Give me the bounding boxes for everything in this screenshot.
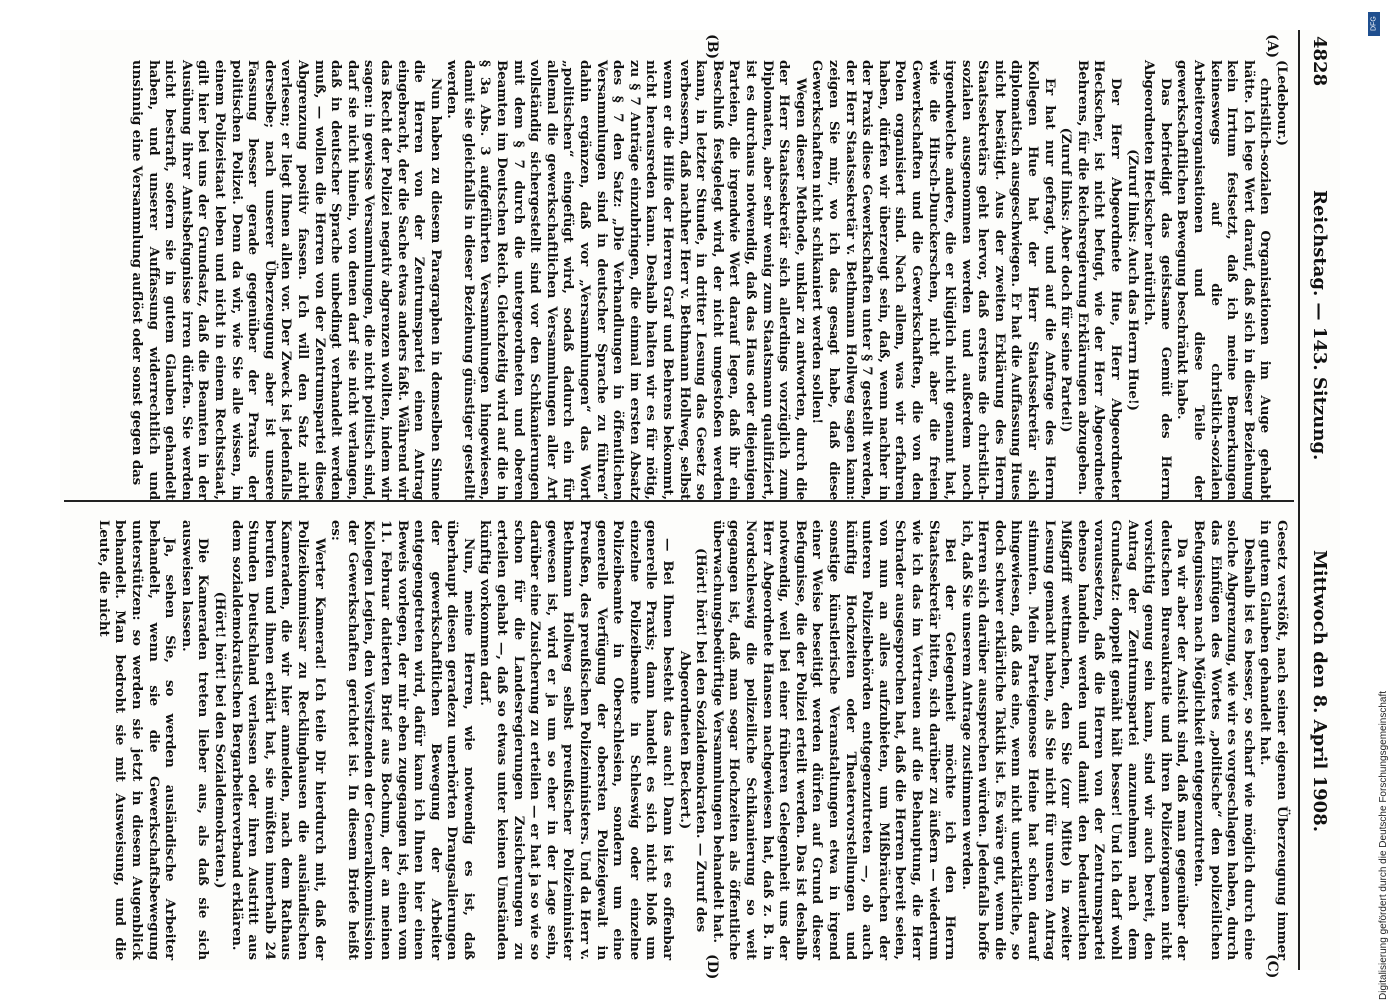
newspaper-page xyxy=(60,30,1340,980)
paragraph: Bei der Gelegenheit möchte ich den Herrn Staatssekretär bitten, sich darüber zu äußern — wiederum wie ich das im Vertrauen auf die Behauptung, die Herr Schrader ausgesprochen hat, daß die Herren bereit seien, von nun an alles aufzubieten, um Mißbräuchen der unteren Polizeibehörden entgegenzutreten —, ob auch künftig Hochzeiten oder Theatervorstellungen und sonstige künstlerische Veranstaltungen etwa in irgend einer Weise beseitigt werden dürfen auf Grund dieser Befugnisse, die der Polizei erteilt werden. Das ist deshalb notwendig, weil bei einer früheren Gelegenheit uns der Herr Abgeordnete Hansen nachgewiesen hat, daß z. B. in Nordschleswig die polizeiliche Schikanierung so weit gegangen ist, daß man sogar Hochzeiten als öffentliche überwachungsbedürftige Versammlungen behandelt hat. xyxy=(709,520,959,960)
page-number: 4828 xyxy=(1309,36,1330,87)
paragraph: Da wir aber der Ansicht sind, daß man gegenüber der deutschen Bureaukratie und ihren Polizeiorganen nicht vorsichtig genug sein kann, sind wir auch bereit, den Antrag der Zentrumspartei anzunehmen nach dem Grundsatz: doppelt genäht hält besser! Und ich darf wohl voraussetzen, daß die Herren von der Zentrumspartei ebenso handeln werden und damit den bedauerlichen Mißgriff wettmachen, den Sie (zur Mitte) in zweiter Lesung gemacht haben, als Sie nicht für unseren Antrag stimmten. Mein Parteigenosse Heine hat schon darauf hingewiesen, daß das eine, wenn nicht unerklärliche, so doch schwer erklärliche Taktik ist. Es wäre gut, wenn die Herren sich darüber aussprechen würden. Jedenfalls hoffe ich, daß Sie unserem Antrage zustimmen werden. xyxy=(958,520,1191,960)
digitization-credit xyxy=(1362,10,1389,1000)
speaker-tag: (Ledebour.) xyxy=(1274,60,1290,146)
header-title-left: Reichstag. — 143. Sitzung. xyxy=(1309,190,1330,461)
credit-text: Digitalisierung gefördert durch die Deutsche Forschungsgemeinschaft xyxy=(1378,690,1389,1000)
paragraph: Ja, sehen Sie, so werden ausländische Arbeiter behandelt, wenn sie die Gewerkschaftsbewegung unterstützen: so werden sie jetzt in diesem Augenblick behandelt. Man bedroht sie mit Ausweisung, und die Leute, die nicht xyxy=(95,520,179,960)
paragraph: Er hat nur gefragt, und auf die Anfrage des Herrn Kollegen Hue hat der Herr Staatssekretär sich diplomatisch ausgeschwiegen. Er hat die Auffassung Hues nicht bestätigt. Aus der zweiten Erklärung des Herrn Staatssekretärs geht hervor, daß erstens die christlich-sozialen ausgenommen werden und außerdem noch irgendwelche andere, die er klüglich nicht genannt hat, wie die Hirsch-Dunckerschen, nicht aber die freien Gewerkschaften und die Gewerkschaften, die von den Polen organisiert sind. Nach allem, was wir erfahren haben, dürfen wir überzeugt sein, daß, wenn nachher in der Praxis diese Gewerkschaften unter § 7 gestellt werden, der Herr Staatssekretär v. Bethmann Hollweg sagen kann: zeigen Sie mir, wo ich das gesagt habe, daß diese Gewerkschaften nicht schikaniert werden sollen! xyxy=(809,60,1058,500)
paragraph: Der Herr Abgeordnete Hue, Herr Abgeordneter Heckscher, ist nicht befugt, wie der Herr Abgeordnete Behrens, für die Reichsregierung Erklärungen abzugeben. xyxy=(1074,60,1125,500)
page-header xyxy=(1298,30,1340,970)
paragraph: Gesetz verstößt, nach seiner eigenen Überzeugung immer in gutem Glauben gehandelt hat. xyxy=(1257,520,1290,960)
paragraph: Nun haben zu diesem Paragraphen in demselben Sinne die Herren von der Zentrumspartei einen Antrag eingebracht, der die Sache etwas anders faßt. Während wir das Recht der Polizei negativ abgrenzen wollten, indem wir sagen: in gewisse Versammlungen, die nicht politisch sind, darf sie nicht hinein, von denen darf sie nicht verlangen, daß in deutscher Sprache unbedingt verhandelt werden muß, — wollen die Herren von der Zentrumspartei diese Abgrenzung positiv fassen. Ich will den Satz nicht verlesen; er liegt Ihnen allen vor. Der Zweck ist jedenfalls derselbe; nach unserer Überzeugung aber ist unsere Fassung besser gerade gegenüber der Praxis der politischen Polizei. Denn da wir, wie Sie alle wissen, in einem Polizeistaat leben und nicht in einem Rechtsstaat, gilt hier bei uns der Grundsatz, daß die Beamten in der Ausübung ihrer Amtsbefugnisse irren dürfen. Sie werden nicht bestraft, sofern sie in gutem Glauben gehandelt haben, und unserer Auffassung widerrechtlich und unsinnig eine Versammlung auflöst oder sonst gegen das xyxy=(129,60,444,500)
quoted-letter: Die Kameraden treten lieber aus, als daß sie sich ausweisen lassen. xyxy=(178,520,212,960)
paragraph: Nun, meine Herren, wie notwendig es ist, daß überhaupt diesen geradezu unerhörten Drangsalierungen der gewerkschaftlichen Bewegung der Arbeiter entgegengetreten wird, dafür kann ich Ihnen hier einen Beweis vorlegen, der mir eben zugegangen ist, einen vom 11. Februar datierten Brief aus Bochum, der an meinen Kollegen Legien, den Vorsitzenden der Generalkommission der Gewerkschaften gerichtet ist. In diesem Briefe heißt es: xyxy=(328,520,477,960)
column-divider xyxy=(64,500,1294,502)
margin-marker-a: (A) xyxy=(1264,34,1280,59)
margin-marker-d: (D) xyxy=(704,954,720,980)
right-text-column xyxy=(70,520,1290,960)
dfg-logo-icon: DFG xyxy=(1368,12,1380,36)
left-text-column xyxy=(70,60,1290,500)
margin-marker-c: (C) xyxy=(1264,954,1280,979)
paragraph: christlich-sozialen Organisationen im Auge gehabt hätte. Ich lege Wert darauf, daß sich in dieser Beziehung kein Irrtum festsetzt, daß ich meine Bemerkungen keineswegs auf die christlich-sozialen Arbeiterorganisationen und diese Teile der gewerkschaftlichen Bewegung beschränkt habe. xyxy=(1174,60,1274,500)
quoted-letter: Werter Kamerad! Ich teile Dir hierdurch mit, daß der Polizeikommissar zu Recklinghausen die ausländischen Kameraden, die wir hier anmelden, nach dem Rathaus berufen und ihnen erklärt hat, sie müßten innerhalb 24 Stunden Deutschland verlassen oder ihren Austritt aus dem sozialdemokratischen Bergarbeiterverband erklären. xyxy=(228,520,328,960)
header-title-right: Mittwoch den 8. April 1908. xyxy=(1309,550,1330,832)
interjection: (Hört! hört! bei den Sozialdemokraten.) xyxy=(212,591,228,889)
interjection: (Zuruf links: Auch das Herrn Hue!) xyxy=(1124,149,1141,411)
paragraph: Das befriedigt das geistsame Gemüt des Herrn Abgeordneten Heckscher natürlich. xyxy=(1141,60,1174,500)
margin-marker-b: (B) xyxy=(704,34,720,60)
paragraph: — Bei Ihnen besteht das auch! Dann ist es offenbar generelle Praxis; dann handelt es sich nicht bloß um einzelne Polizeibeamte in Schleswig oder einzelne Polizeibeamte in Oberschlesien, sondern um eine generelle Verfügung der obersten Polizeigewalt in Preußen, des preußischen Polizeiministers. Und da Herr v. Bethmann Hollweg selbst preußischer Polizeiminister gewesen ist, wird er ja um so eher in der Lage sein, darüber eine Zusicherung zu erteilen — er hat ja so wie so schon für die Landesregierungen Zusicherungen zu erteilen gehabt —, daß so etwas unter keinen Umständen künftig vorkommen darf. xyxy=(477,520,677,960)
interjection: (Zuruf links: Aber doch für seine Partei!) xyxy=(1058,127,1075,433)
paragraph: Deshalb ist es besser, so scharf wie möglich durch eine solche Abgrenzung, wie wir es vorgeschlagen haben, durch das Einfügen des Wortes „politische“ den polizeilichen Befugnissen nach Möglichkeit entgegenzutreten. xyxy=(1191,520,1257,960)
paragraph: Wegen dieser Methode, unklar zu antworten, durch die der Herr Staatssekretär sich allerdings vorzüglich zum Diplomaten, aber sehr wenig zum Staatsmann qualifiziert, ist es durchaus notwendig, daß das Haus oder diejenigen Parteien, die irgendwie Wert darauf legen, daß ihr ein Beschluß festgelegt wird, der nicht umgestoßen werden kann, in letzter Stunde, in dritter Lesung das Gesetz so verbessern, daß nachher Herr v. Bethmann Hollweg, selbst wenn er die Hilfe der Herren Graf und Behrens bekommt, nicht herausreden kann. Deshalb halten wir es für nötig, zu § 7 Anträge einzubringen, die einmal im ersten Absatz des § 7 den Satz: „Die Verhandlungen in öffentlichen Versammlungen sind in deutscher Sprache zu führen“ dahin ergänzen, daß vor „Versammlungen“ das Wort „politischen“ eingefügt wird, sodaß dadurch ein für allemal die gewerkschaftlichen Versammlungen aller Art vollständig sichergestellt sind vor den Schikanierungen mit dem § 7 durch die untergeordneten und oberen Beamten im Deutschen Reich. Gleichzeitig wird auf die in § 3a Abs. 3 aufgeführten Versammlungen hingewiesen, damit sie gleichfalls in dieser Beziehung günstiger gestellt werden. xyxy=(444,60,809,500)
interjection: (Hört! hört! bei den Sozialdemokraten. — Zuruf des Abgeordneten Beckert.) xyxy=(676,547,710,933)
